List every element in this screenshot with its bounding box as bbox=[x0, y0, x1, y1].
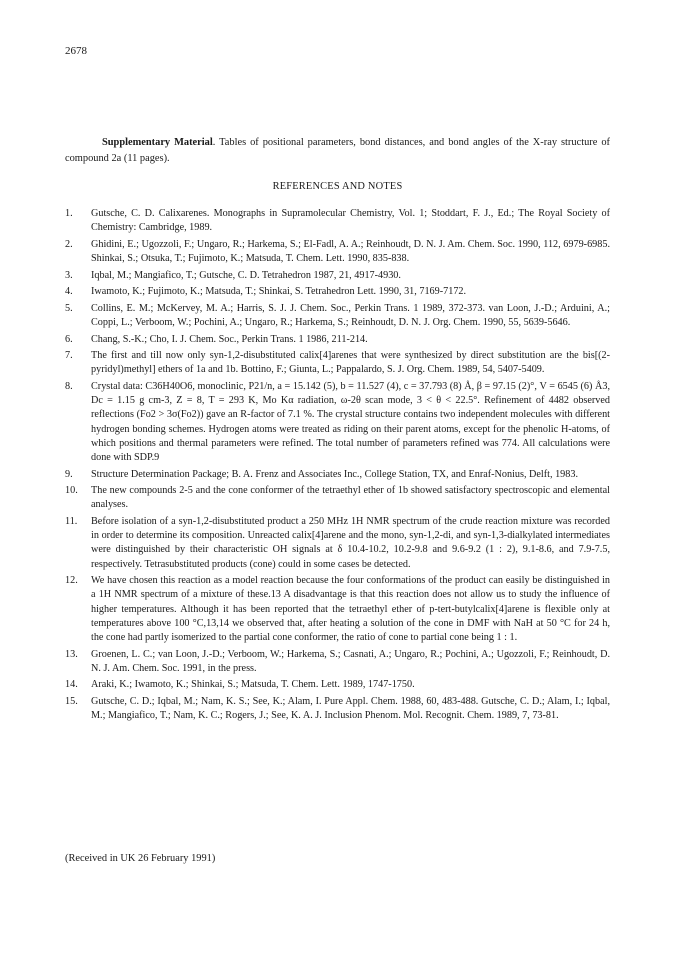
supplementary-label: Supplementary Material bbox=[102, 137, 213, 148]
reference-text: The new compounds 2-5 and the cone conformer of the tetraethyl ether of 1b showed satisfactory spectroscopic and elemental analyses. bbox=[91, 485, 610, 511]
reference-text: Gutsche, C. D.; Iqbal, M.; Nam, K. S.; See, K.; Alam, I. Pure Appl. Chem. 1988, 60, 483-488. Gutsche, C. D.; Alam, I.; Iqbal, M.; Mangiafico, T.; Nam, K. C.; Rogers, J.; See, K. A. J. Inclusion Phenom. Mol. Recognit. Chem. 1989, 7, 73-81. bbox=[91, 695, 610, 722]
reference-text: Before isolation of a syn-1,2-disubstituted product a 250 MHz 1H NMR spectrum of the crude reaction mixture was recorded in order to determine its composition. Unreacted calix[4]arene and the mono, syn-1,2-di, and syn-1,3-dialkylated intermediates were distinguished by their characteristic OH signals at δ 10.4-10.2, 10.2-9.8 and 9.6-9.2 (1 : 2), 9.1-8.6, and 7.9-7.5, respectively. Tetrasubstituted products (cone) could in some cases be detected. bbox=[91, 515, 610, 570]
reference-item bbox=[65, 269, 610, 283]
reference-item bbox=[65, 648, 610, 676]
supplementary-text: . Tables of positional parameters, bond distances, and bond angles of the X-ray structure of compound 2a (11 pages). bbox=[65, 137, 610, 164]
reference-text: The first and till now only syn-1,2-disubstituted calix[4]arenes that were synthesized by direct substitution are the bis[(2-pyridyl)methyl] ethers of 1a and 1b. Bottino, F.; Giunta, L.; Pappalardo, S. J. Org. Chem. 1989, 54, 5407-5409. bbox=[91, 350, 610, 376]
reference-number: 9. bbox=[65, 468, 73, 480]
reference-item bbox=[65, 678, 610, 692]
reference-number: 13. bbox=[65, 648, 78, 660]
reference-text: Gutsche, C. D. Calixarenes. Monographs in Supramolecular Chemistry, Vol. 1; Stoddart, F. J., Ed.; The Royal Society of Chemistry: Cambridge, 1989. bbox=[91, 208, 610, 234]
received-date: (Received in UK 26 February 1991) bbox=[65, 853, 216, 864]
reference-number: 11. bbox=[65, 515, 78, 527]
reference-list bbox=[65, 207, 610, 726]
reference-number: 8. bbox=[65, 380, 73, 392]
reference-number: 5. bbox=[65, 302, 73, 314]
reference-text: Ghidini, E.; Ugozzoli, F.; Ungaro, R.; Harkema, S.; El-Fadl, A. A.; Reinhoudt, D. N. J. Am. Chem. Soc. 1990, 112, 6979-6985. Shinkai, S.; Otsuka, T.; Fujimoto, K.; Matsuda, T. Chem. Lett. 1990, 835-838. bbox=[91, 238, 610, 264]
references-heading: REFERENCES AND NOTES bbox=[272, 181, 403, 192]
reference-item bbox=[65, 515, 610, 572]
reference-number: 12. bbox=[65, 575, 78, 587]
reference-number: 6. bbox=[65, 333, 73, 345]
reference-item bbox=[65, 333, 610, 347]
reference-text: Crystal data: C36H40O6, monoclinic, P21/n, a = 15.142 (5), b = 11.527 (4), c = 37.793 (8) Å, β = 97.15 (2)°, V = 6545 (6) Å3, Dc = 1.15 g cm-3, Z = 8, T = 293 K, Mo Kα radiation, ω-2θ scan mode, 3 < θ < 22.5°. Refinement of 4482 observed reflections (Fo2 > 3σ(Fo2)) gave an R-factor of 7.1 %. The crystal structure contains two independent molecules with different hydrogen bonding schemes. Hydrogen atoms were treated as riding on their parent atoms, except for the phenolic H-atoms, of which positions and thermal parameters were refined. The total number of parameters refined was 774. All calculations were done with SDP.9 bbox=[91, 380, 610, 463]
reference-item bbox=[65, 484, 610, 512]
page-number: 2678 bbox=[65, 45, 87, 57]
reference-number: 10. bbox=[65, 485, 78, 497]
reference-item bbox=[65, 349, 610, 377]
reference-item bbox=[65, 207, 610, 235]
reference-number: 4. bbox=[65, 286, 73, 298]
reference-item bbox=[65, 238, 610, 266]
reference-item bbox=[65, 574, 610, 645]
reference-text: Groenen, L. C.; van Loon, J.-D.; Verboom, W.; Harkema, S.; Casnati, A.; Ungaro, R.; Pochini, A.; Ugozzoli, F.; Reinhoudt, D. N. J. Am. Chem. Soc. 1991, in the press. bbox=[91, 648, 610, 674]
reference-item bbox=[65, 468, 610, 482]
reference-number: 14. bbox=[65, 679, 78, 691]
reference-number: 1. bbox=[65, 208, 73, 219]
reference-number: 15. bbox=[65, 695, 78, 707]
reference-text: Iqbal, M.; Mangiafico, T.; Gutsche, C. D. Tetrahedron 1987, 21, 4917-4930. bbox=[91, 269, 401, 281]
reference-number: 7. bbox=[65, 350, 73, 362]
reference-text: We have chosen this reaction as a model reaction because the four conformations of the product can easily be distinguished in a 1H NMR spectrum of a mixture of these.13 A disadvantage is that this reaction does not allow us to study the influence of higher temperatures. Although it has been reported that the tetraethyl ether of p-tert-butylcalix[4]arene is flexible only at temperatures above 100 °C,13,14 we observed that, after heating a solution of the cone in DMF with NaH at 50 °C for 24 h, the cone had partly isomerized to the partial cone conformer, the ratio of cone to partial cone being 1 : 1. bbox=[91, 575, 610, 643]
reference-item bbox=[65, 302, 610, 330]
reference-text: Chang, S.-K.; Cho, I. J. Chem. Soc., Perkin Trans. 1 1986, 211-214. bbox=[91, 333, 368, 345]
reference-number: 2. bbox=[65, 238, 73, 250]
reference-item bbox=[65, 380, 610, 465]
supplementary-material bbox=[65, 135, 610, 167]
reference-text: Araki, K.; Iwamoto, K.; Shinkai, S.; Matsuda, T. Chem. Lett. 1989, 1747-1750. bbox=[91, 679, 415, 691]
reference-text: Collins, E. M.; McKervey, M. A.; Harris, S. J. J. Chem. Soc., Perkin Trans. 1 1989, 372-373. van Loon, J.-D.; Arduini, A.; Coppi, L.; Verboom, W.; Pochini, A.; Ungaro, R.; Harkema, S.; Reinhoudt, D. N. J. Org. Chem. 1990, 55, 5639-5646. bbox=[91, 302, 610, 328]
reference-item bbox=[65, 285, 610, 299]
reference-text: Structure Determination Package; B. A. Frenz and Associates Inc., College Station, TX, and Enraf-Nonius, Delft, 1983. bbox=[91, 468, 579, 480]
reference-text: Iwamoto, K.; Fujimoto, K.; Matsuda, T.; Shinkai, S. Tetrahedron Lett. 1990, 31, 7169-7172. bbox=[91, 286, 467, 298]
reference-number: 3. bbox=[65, 269, 73, 281]
reference-item bbox=[65, 695, 610, 723]
